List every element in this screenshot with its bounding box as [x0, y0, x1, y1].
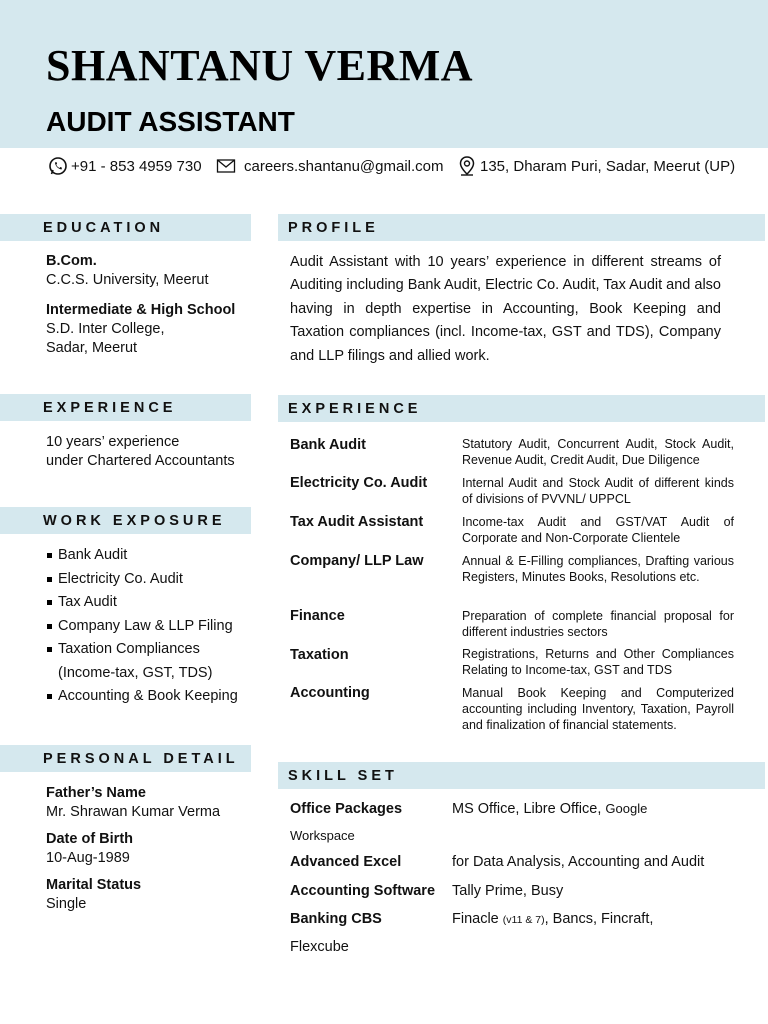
experience-item-desc: Preparation of complete financial proposal for different industries sectors [462, 609, 734, 639]
education-institution: Sadar, Meerut [46, 340, 138, 356]
skill-value-wrap: Workspace [290, 828, 355, 843]
bullet-square-icon [47, 694, 52, 699]
profile-text: Audit Assistant with 10 years’ experience in different streams of Auditing including Bank Audit, Electric Co. Audit, Tax Audit and also having in depth expertise in Accounting, Book Keeping and Taxation compliances (incl. Income-tax, GST and TDS), Company and LLP filings and allied work. [290, 254, 721, 364]
experience-summary-title: EXPERIENCE [43, 399, 177, 416]
list-item-continuation: (Income-tax, GST, TDS) [58, 664, 213, 681]
experience-item-desc: Income-tax Audit and GST/VAT Audit of Corporate and Non-Corporate Clientele [462, 515, 734, 545]
education-institution: S.D. Inter College, [46, 321, 165, 337]
location-pin-icon [457, 155, 477, 177]
experience-summary-line: 10 years’ experience [46, 434, 180, 450]
contact-email [216, 155, 443, 177]
personal-label: Marital Status [46, 877, 142, 893]
personal-detail-title: PERSONAL DETAIL [43, 750, 239, 767]
list-item: Tax Audit [47, 591, 238, 615]
personal-detail-header [0, 745, 251, 772]
personal-label: Date of Birth [46, 831, 133, 847]
personal-label: Father’s Name [46, 785, 146, 801]
list-item: Taxation Compliances [47, 638, 238, 662]
list-item: Accounting & Book Keeping [47, 685, 238, 709]
envelope-icon [216, 158, 238, 174]
experience-item-desc: Statutory Audit, Concurrent Audit, Stock Audit, Revenue Audit, Credit Audit, Due Diligence [462, 437, 734, 467]
work-exposure-title: WORK EXPOSURE [43, 512, 226, 529]
education-degree: B.Com. [46, 253, 97, 269]
contact-address [457, 155, 735, 177]
skill-value: for Data Analysis, Accounting and Audit [452, 854, 705, 870]
experience-item-desc: Internal Audit and Stock Audit of different kinds of divisions of PVVNL/ UPPCL [462, 476, 734, 506]
list-item: Bank Audit [47, 544, 238, 568]
experience-item-title: Electricity Co. Audit [290, 475, 428, 491]
experience-item-desc: Registrations, Returns and Other Compliances Relating to Income-tax, GST and TDS [462, 647, 734, 677]
experience-item-title: Finance [290, 608, 345, 624]
experience-item-title: Taxation [290, 647, 349, 663]
skill-label: Office Packages [290, 801, 403, 817]
bullet-square-icon [47, 600, 52, 605]
phone-number: +91 - 853 4959 730 [71, 157, 202, 175]
whatsapp-phone-icon [48, 156, 68, 176]
experience-summary-header [0, 394, 251, 421]
experience-item-title: Tax Audit Assistant [290, 514, 424, 530]
education-degree: Intermediate & High School [46, 302, 236, 318]
email-link[interactable]: careers.shantanu@gmail.com [244, 157, 444, 175]
education-institution: C.C.S. University, Meerut [46, 272, 209, 288]
education-section-header [0, 214, 251, 241]
bullet-square-icon [47, 624, 52, 629]
skill-value: MS Office, Libre Office, Google [452, 801, 648, 817]
personal-value: Mr. Shrawan Kumar Verma [46, 804, 221, 820]
list-item: Electricity Co. Audit [47, 568, 238, 592]
skill-label: Banking CBS [290, 911, 382, 927]
skill-value: Finacle (v11 & 7), Bancs, Fincraft, [452, 911, 654, 927]
education-title: EDUCATION [43, 219, 165, 236]
experience-item-title: Bank Audit [290, 437, 366, 453]
experience-item-title: Accounting [290, 685, 370, 701]
skill-label: Advanced Excel [290, 854, 402, 870]
list-item: Company Law & LLP Filing [47, 615, 238, 639]
address-text: 135, Dharam Puri, Sadar, Meerut (UP) [480, 157, 736, 175]
skill-set-header [278, 762, 765, 789]
work-exposure-list [47, 544, 238, 709]
skill-value-wrap: Flexcube [290, 939, 349, 955]
bullet-square-icon [47, 577, 52, 582]
candidate-name: SHANTANU VERMA [46, 41, 474, 90]
skill-label: Accounting Software [290, 883, 436, 899]
work-exposure-header [0, 507, 251, 534]
experience-summary-line: under Chartered Accountants [46, 453, 235, 469]
bullet-square-icon [47, 647, 52, 652]
contact-phone [48, 155, 202, 177]
skill-set-title: SKILL SET [288, 767, 398, 784]
experience-item-desc: Manual Book Keeping and Computerized accounting including Inventory, Taxation, Payroll and finalization of financial statements. [462, 686, 734, 732]
personal-value: 10-Aug-1989 [46, 850, 130, 866]
candidate-role: AUDIT ASSISTANT [46, 106, 295, 137]
experience-section-header [278, 395, 765, 422]
experience-item-desc: Annual & E-Filling compliances, Drafting various Registers, Minutes Books, Resolutions etc. [462, 554, 734, 584]
experience-item-title: Company/ LLP Law [290, 553, 424, 569]
bullet-square-icon [47, 553, 52, 558]
profile-section-header [278, 214, 765, 241]
personal-value: Single [46, 896, 87, 912]
experience-title: EXPERIENCE [288, 400, 422, 417]
skill-value: Tally Prime, Busy [452, 883, 564, 899]
profile-title: PROFILE [288, 219, 379, 236]
